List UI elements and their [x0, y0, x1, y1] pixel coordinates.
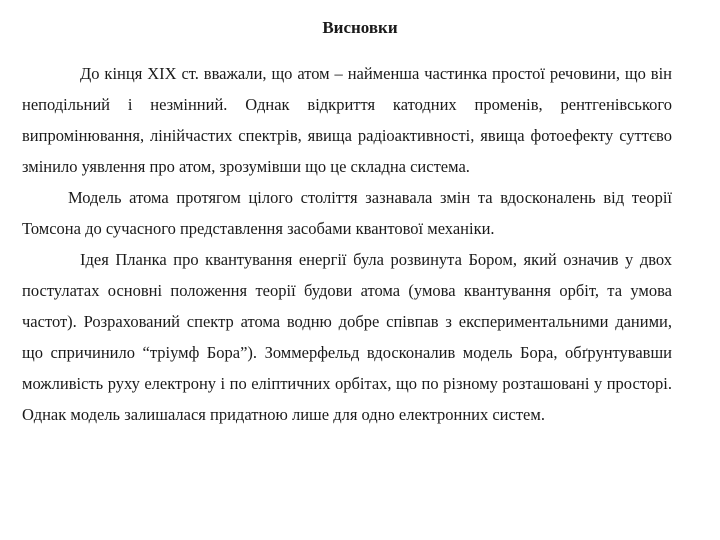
- page-title: Висновки: [322, 18, 398, 37]
- paragraph-atom-history: До кінця XIX ст. вважали, що атом – найменша частинка простої речовини, що він неподільний і незмінний. Однак відкриття катодних променів, рентгенівського випромінювання, лінійчастих спектрів, явища радіоактивності, явища фотоефекту суттєво змінило уявлення про атом, зрозумівши що це складна система.: [22, 64, 672, 176]
- paragraph-atom-model: Модель атома протягом цілого століття зазнавала змін та вдосконалень від теорії Томсона до сучасного представлення засобами квантової механіки.: [22, 188, 672, 238]
- paragraph-bohr-theory: Ідея Планка про квантування енергії була розвинута Бором, який означив у двох постулатах основні положення теорії будови атома (умова квантування орбіт, та умова частот). Розрахований спектр атома водню добре співпав з експериментальними даними, що спричинило “тріумф Бора”). Зоммерфельд вдосконалив модель Бора, обґрунтувавши можливість руху електрону і по еліптичних орбітах, що по різному розташовані у просторі. Однак модель залишалася придатною лише для одно електронних систем.: [22, 250, 672, 424]
